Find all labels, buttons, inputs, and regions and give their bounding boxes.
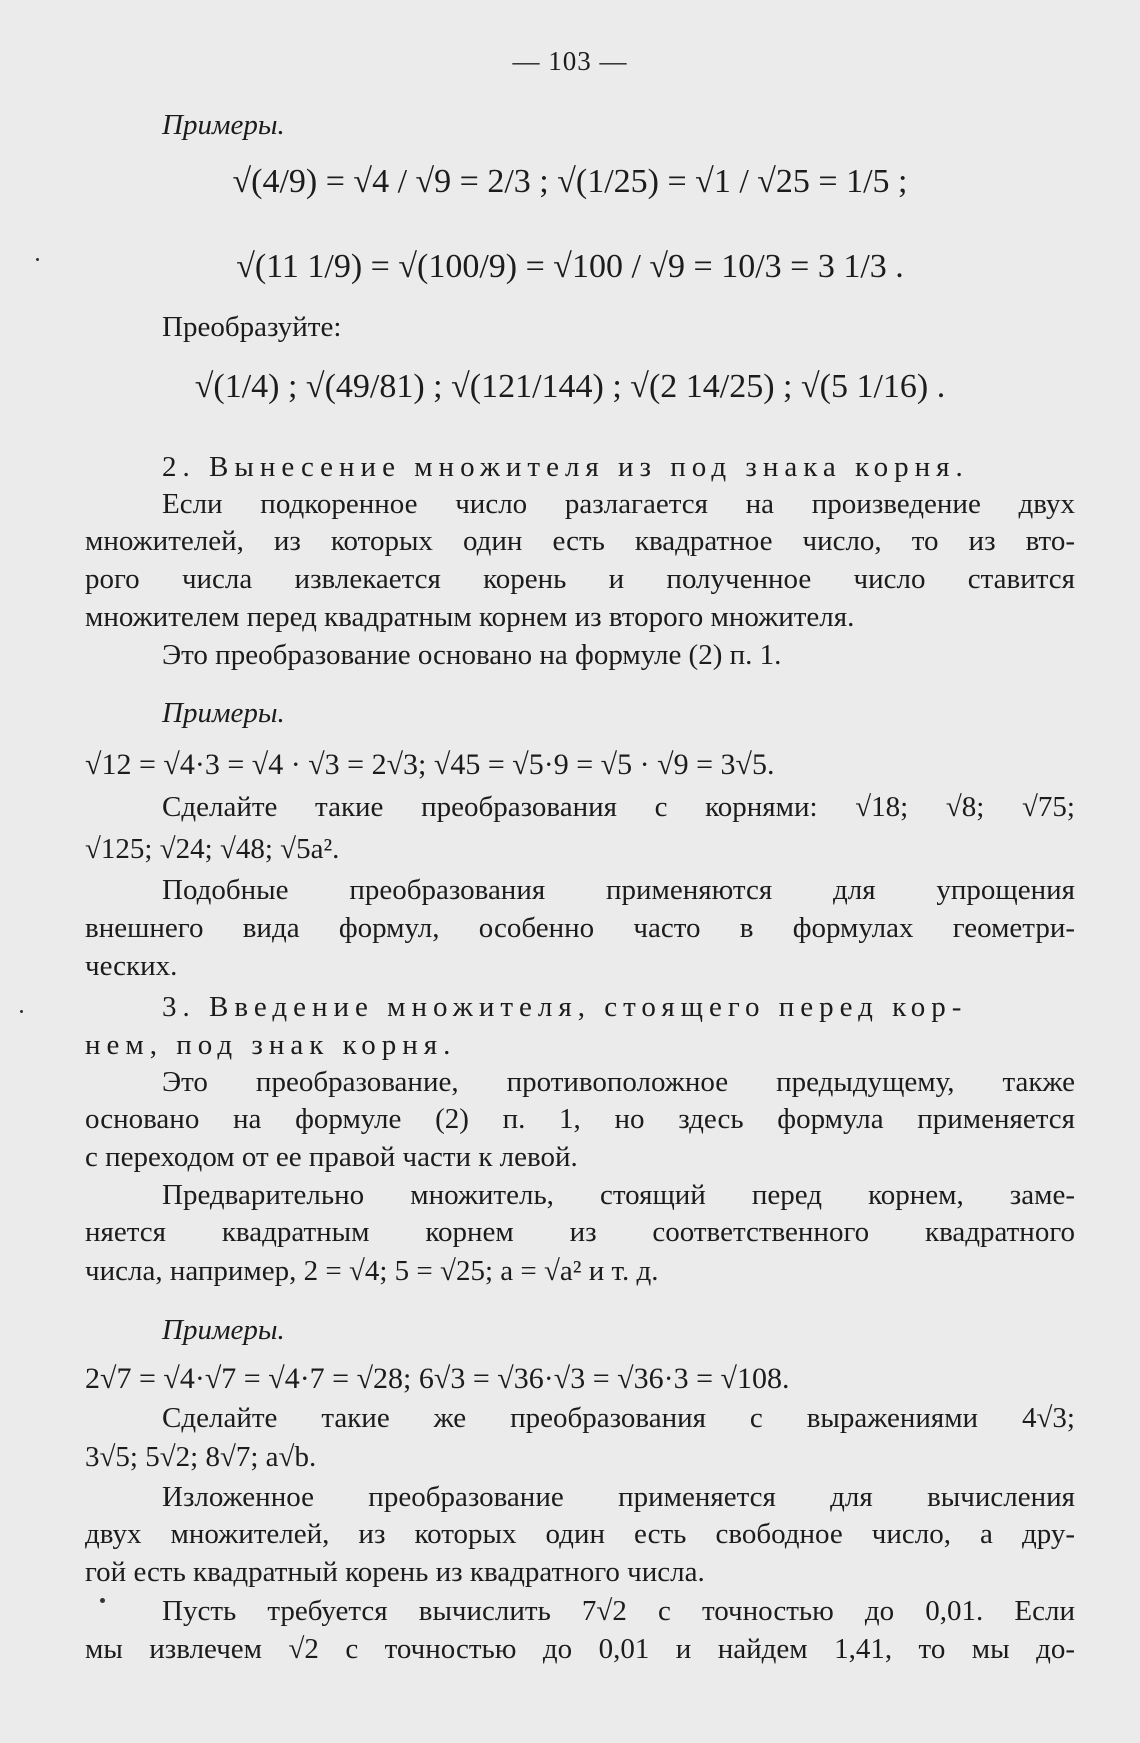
- body-line: Если подкоренное число разлагается на произведение двух: [162, 488, 1075, 520]
- body-line: двух множителей, из которых один есть свободное число, а дру-: [85, 1518, 1075, 1550]
- body-line: с переходом от ее правой части к левой.: [85, 1141, 578, 1173]
- body-line: числа, например, 2 = √4; 5 = √25; a = √a² и т. д.: [85, 1255, 659, 1287]
- body-line: Подобные преобразования применяются для упрощения: [162, 874, 1075, 906]
- body-line: Изложенное преобразование применяется для вычисления: [162, 1481, 1075, 1513]
- math-line: 2√7 = √4·√7 = √4·7 = √28; 6√3 = √36·√3 = √36·3 = √108.: [85, 1362, 790, 1395]
- body-line: Сделайте такие же преобразования с выражениями 4√3;: [162, 1402, 1075, 1434]
- scan-speck: [36, 258, 39, 261]
- section-heading: 3. Введение множителя, стоящего перед кор-: [162, 991, 968, 1023]
- math-line: √(11 1/9) = √(100/9) = √100 / √9 = 10/3 = 3 1/3 .: [236, 248, 904, 285]
- math-line: √(1/4) ; √(49/81) ; √(121/144) ; √(2 14/25) ; √(5 1/16) .: [194, 368, 946, 405]
- body-line: √125; √24; √48; √5a².: [85, 833, 340, 865]
- scan-speck: [20, 1010, 23, 1013]
- body-line: множителей, из которых один есть квадратное число, то из вто-: [85, 525, 1075, 557]
- body-line: няется квадратным корнем из соответственного квадратного: [85, 1216, 1075, 1248]
- page-number: — 103 —: [512, 46, 628, 76]
- body-line: Пусть требуется вычислить 7√2 с точностью до 0,01. Если: [162, 1595, 1075, 1627]
- body-line: множителем перед квадратным корнем из второго множителя.: [85, 601, 855, 633]
- examples-heading: Примеры.: [162, 1314, 285, 1346]
- body-line: 3√5; 5√2; 8√7; a√b.: [85, 1441, 317, 1473]
- math-line: √(4/9) = √4 / √9 = 2/3 ; √(1/25) = √1 / √25 = 1/5 ;: [232, 163, 908, 200]
- body-line: ческих.: [85, 950, 178, 982]
- body-line: гой есть квадратный корень из квадратного числа.: [85, 1556, 705, 1588]
- examples-heading: Примеры.: [162, 697, 285, 729]
- section-heading: нем, под знак корня.: [85, 1029, 457, 1061]
- body-line: рого числа извлекается корень и полученное число ставится: [85, 563, 1075, 595]
- body-line: Преобразуйте:: [162, 311, 342, 343]
- scan-speck: [100, 1598, 105, 1603]
- body-line: Это преобразование, противоположное предыдущему, также: [162, 1066, 1075, 1098]
- section-heading: 2. Вынесение множителя из под знака корня.: [162, 451, 969, 483]
- body-line: Сделайте такие преобразования с корнями: √18; √8; √75;: [162, 791, 1075, 823]
- body-line: Это преобразование основано на формуле (2) п. 1.: [162, 639, 782, 671]
- body-line: внешнего вида формул, особенно часто в формулах геометри-: [85, 912, 1075, 944]
- body-line: основано на формуле (2) п. 1, но здесь формула применяется: [85, 1103, 1075, 1135]
- math-line: √12 = √4·3 = √4 · √3 = 2√3; √45 = √5·9 = √5 · √9 = 3√5.: [85, 748, 775, 781]
- examples-heading: Примеры.: [162, 109, 285, 141]
- body-line: мы извлечем √2 с точностью до 0,01 и найдем 1,41, то мы до-: [85, 1633, 1075, 1665]
- body-line: Предварительно множитель, стоящий перед корнем, заме-: [162, 1179, 1075, 1211]
